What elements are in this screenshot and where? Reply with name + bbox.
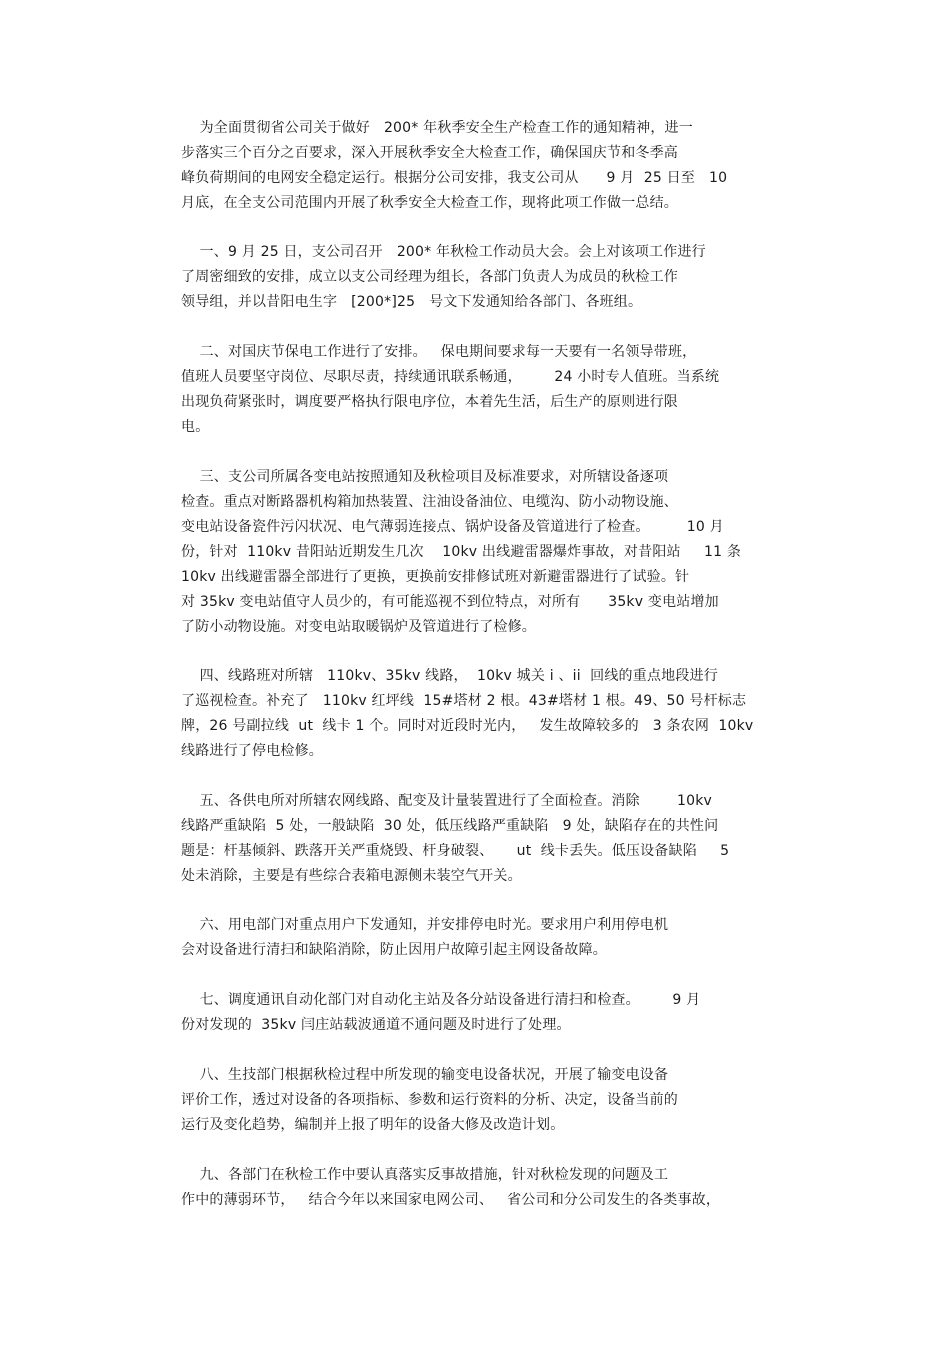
text-line: 月底，在全支公司范围内开展了秋季安全大检查工作，现将此项工作做一总结。 [181, 195, 678, 211]
text-line: 变电站设备瓷件污闪状况、电气薄弱连接点、锅炉设备及管道进行了检查。 10 月 [181, 519, 724, 535]
text-line: 处未消除，主要是有些综合表箱电源侧未装空气开关。 [181, 868, 522, 884]
text-line: 线路进行了停电检修。 [181, 743, 323, 759]
text-line: 电。 [181, 419, 210, 435]
text-line: 牌，26 号副拉线 ut 线卡 1 个。同时对近段时光内， 发生故障较多的 3 条农网 10kv [181, 718, 754, 734]
text-line: 六、用电部门对重点用户下发通知，并安排停电时光。要求用户利用停电机 [181, 917, 669, 933]
text-line: 出现负荷紧张时，调度要严格执行限电序位，本着先生活，后生产的原则进行限 [181, 394, 678, 410]
text-line: 峰负荷期间的电网安全稳定运行。根据分公司安排，我支公司从 9 月 25 日至 10 [181, 170, 728, 186]
text-line: 步落实三个百分之百要求，深入开展秋季安全大检查工作，确保国庆节和冬季高 [181, 145, 678, 161]
text-line: 线路严重缺陷 5 处，一般缺陷 30 处，低压线路严重缺陷 9 处，缺陷存在的共性问 [181, 818, 719, 834]
text-line: 四、线路班对所辖 110kv、35kv 线路， 10kv 城关 i 、ii 回线的重点地段进行 [181, 668, 718, 684]
text-line: 运行及变化趋势，编制并上报了明年的设备大修及改造计划。 [181, 1117, 565, 1133]
text-line: 10kv 出线避雷器全部进行了更换，更换前安排修试班对新避雷器进行了试验。针 [181, 569, 690, 585]
text-line: 了巡视检查。补充了 110kv 红坪线 15#塔材 2 根。43#塔材 1 根。49、50 号杆标志 [181, 693, 747, 709]
text-line: 评价工作，透过对设备的各项指标、参数和运行资料的分析、决定，设备当前的 [181, 1092, 678, 1108]
text-line: 值班人员要坚守岗位、尽职尽责，持续通讯联系畅通， 24 小时专人值班。当系统 [181, 369, 720, 385]
text-line: 作中的薄弱环节， 结合今年以来国家电网公司、 省公司和分公司发生的各类事故， [181, 1192, 721, 1208]
text-line: 份，针对 110kv 昔阳站近期发生几次 10kv 出线避雷器爆炸事故，对昔阳站 11 条 [181, 544, 742, 560]
text-line: 一、9 月 25 日，支公司召开 200* 年秋检工作动员大会。会上对该项工作进行 [181, 244, 706, 260]
text-line: 九、各部门在秋检工作中要认真落实反事故措施，针对秋检发现的问题及工 [181, 1167, 669, 1183]
text-line: 会对设备进行清扫和缺陷消除，防止因用户故障引起主网设备故障。 [181, 942, 607, 958]
text-line: 为全面贯彻省公司关于做好 200* 年秋季安全生产检查工作的通知精神，进一 [181, 120, 693, 136]
text-line: 领导组，并以昔阳电生字 [200*]25 号文下发通知给各部门、各班组。 [181, 294, 643, 310]
text-line: 了防小动物设施。对变电站取暖锅炉及管道进行了检修。 [181, 619, 536, 635]
text-line: 题是：杆基倾斜、跌落开关严重烧毁、杆身破裂、 ut 线卡丢失。低压设备缺陷 5 [181, 843, 730, 859]
text-line: 对 35kv 变电站值守人员少的，有可能巡视不到位特点，对所有 35kv 变电站增加 [181, 594, 719, 610]
text-line: 份对发现的 35kv 闫庄站载波通道不通问题及时进行了处理。 [181, 1017, 571, 1033]
text-line: 了周密细致的安排，成立以支公司经理为组长，各部门负责人为成员的秋检工作 [181, 269, 678, 285]
text-line: 五、各供电所对所辖农网线路、配变及计量装置进行了全面检查。消除 10kv [181, 793, 713, 809]
text-line: 三、支公司所属各变电站按照通知及秋检项目及标准要求，对所辖设备逐项 [181, 469, 669, 485]
text-line: 七、调度通讯自动化部门对自动化主站及各分站设备进行清扫和检查。 9 月 [181, 992, 701, 1008]
text-line: 检查。重点对断路器机构箱加热装置、注油设备油位、电缆沟、防小动物设施、 [181, 494, 678, 510]
text-line: 八、生技部门根据秋检过程中所发现的输变电设备状况，开展了输变电设备 [181, 1067, 669, 1083]
text-line: 二、对国庆节保电工作进行了安排。 保电期间要求每一天要有一名领导带班， [181, 344, 697, 360]
